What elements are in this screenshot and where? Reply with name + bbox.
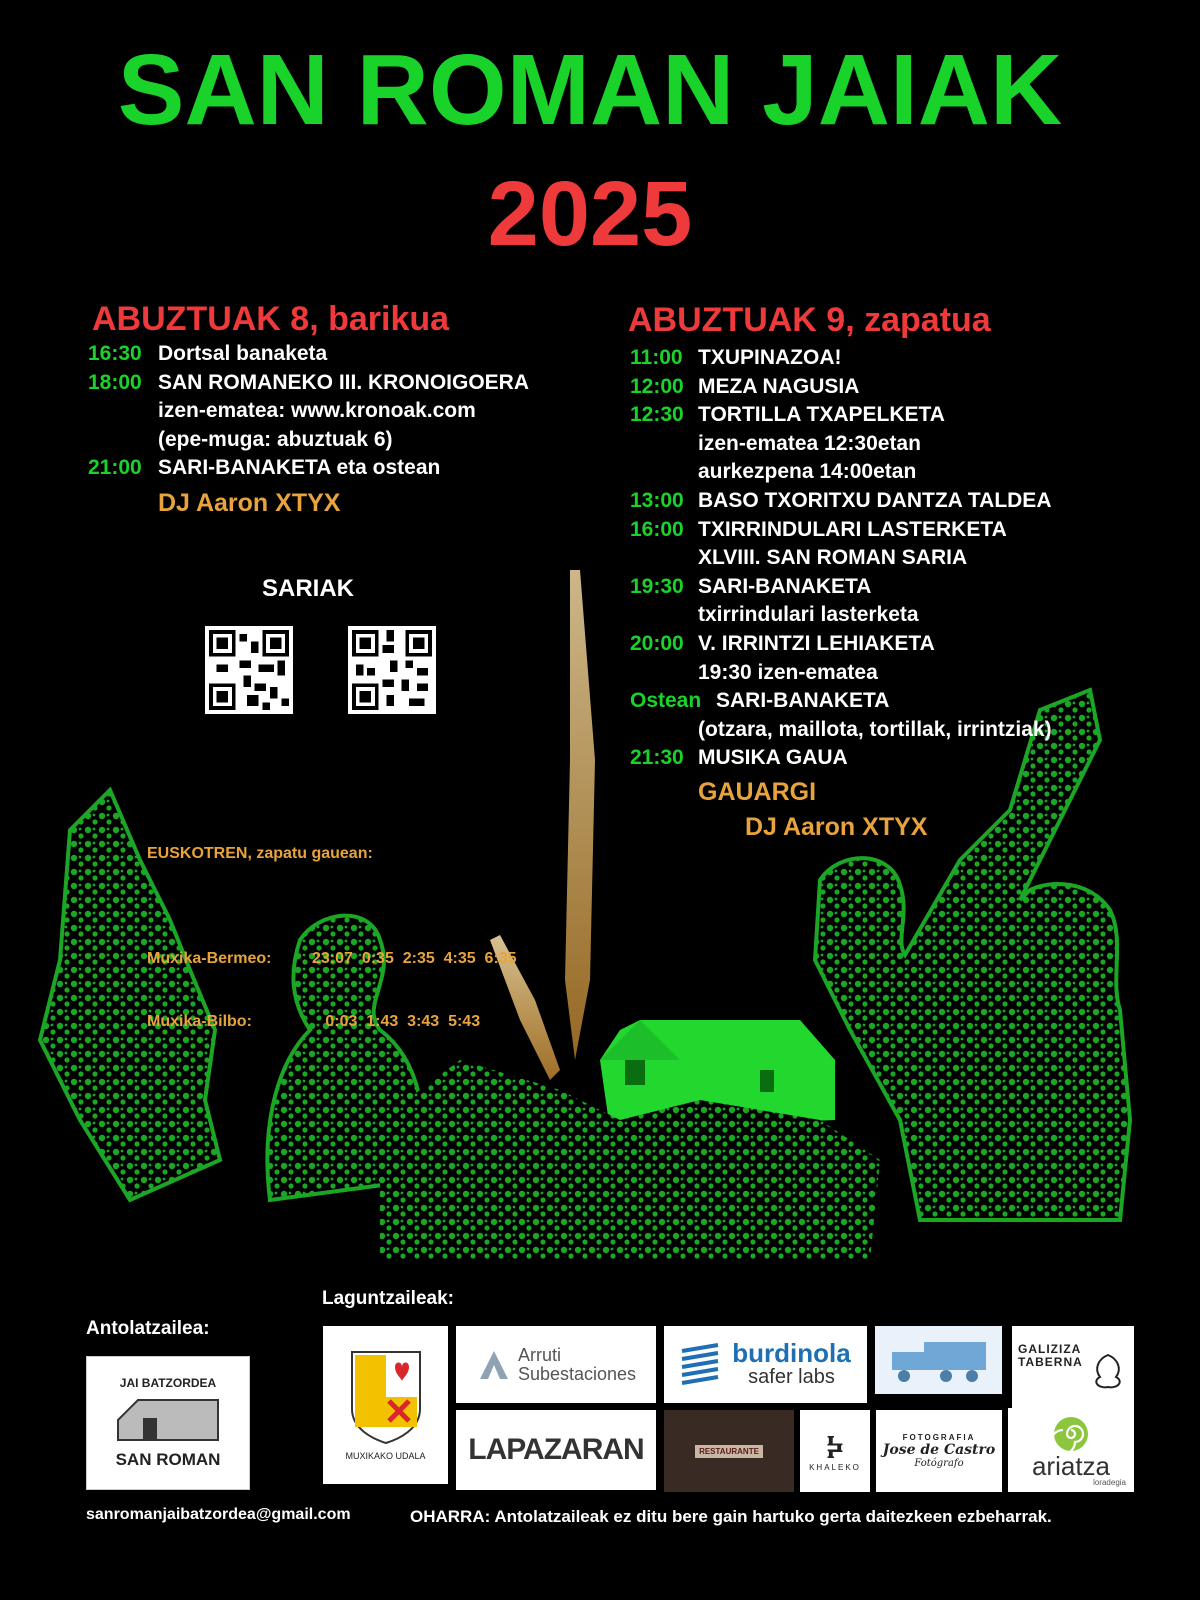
logo-muxikako-udala: [323, 1326, 448, 1484]
qr-code-icon: [352, 630, 432, 710]
event-text: MEZA NAGUSIA: [698, 374, 860, 398]
dj-name: DJ Aaron XTYX: [745, 812, 928, 841]
qr-code-2[interactable]: [348, 626, 436, 714]
galiziza-name: GALIZIZA: [1018, 1342, 1082, 1356]
disclaimer-note: OHARRA: Antolatzaileak ez ditu bere gain hartuko gerta daitezkeen ezbeharrak.: [410, 1507, 1052, 1526]
supporters-title: Laguntzaileak:: [322, 1288, 454, 1309]
event-text: SARI-BANAKETA: [698, 574, 872, 598]
logo-restaurant-etxeko: [664, 1410, 794, 1492]
event-row: [630, 630, 1052, 659]
lapazaran-name: LAPAZARAN: [468, 1433, 644, 1466]
event-time: 19:30: [630, 574, 684, 598]
qr-code-icon: [209, 630, 289, 710]
spiral-logo-icon: [1051, 1414, 1091, 1454]
arruti-name: Arruti: [517, 1344, 561, 1365]
event-row: [88, 454, 529, 483]
event-row: [630, 344, 1052, 373]
event-row: [88, 340, 529, 369]
event-text: TORTILLA TXAPELKETA: [698, 403, 945, 427]
day8-heading: ABUZTUAK 8, barikua: [92, 300, 450, 338]
event-text: V. IRRINTZI LEHIAKETA: [698, 631, 935, 655]
burdinola-subtitle: safer labs: [748, 1365, 835, 1388]
oak-leaf-icon: [1088, 1351, 1128, 1391]
loradegia-label: loradegia: [1093, 1477, 1126, 1487]
event-row: [630, 373, 1052, 402]
burdinola-name: burdinola: [732, 1337, 851, 1368]
train-route: [147, 948, 517, 969]
event-time: 21:00: [88, 456, 142, 480]
event-time: 20:00: [630, 631, 684, 655]
khaleko-name: KHALEKO: [809, 1463, 861, 1472]
event-row: [630, 744, 1052, 773]
logo-truck-company: [875, 1326, 1002, 1394]
truck-icon: [884, 1334, 994, 1386]
event-detail: 19:30 izen-ematea: [698, 660, 878, 684]
fotografo-label: Fotógrafo: [914, 1458, 964, 1469]
firework-trail-vertical: [565, 570, 595, 1060]
event-time: 16:30: [88, 342, 142, 365]
route-label: Muxika-Bilbo:: [147, 1013, 252, 1030]
logo-khaleko: [800, 1410, 870, 1492]
event-detail: izen-ematea 12:30etan: [698, 431, 921, 455]
event-text: MUSIKA GAUA: [698, 746, 848, 770]
route-times: 23:07 0:35 2:35 4:35 6:35: [312, 950, 517, 967]
day9-heading: ABUZTUAK 9, zapatua: [628, 301, 991, 339]
dj-name: DJ Aaron XTYX: [158, 488, 341, 517]
logo-ariatza: [1008, 1408, 1134, 1492]
ariatza-name: ariatza: [1031, 1450, 1111, 1481]
arruti-logo-icon: [476, 1347, 512, 1383]
event-text: Dortsal banaketa: [158, 342, 328, 365]
organizer-logo: [86, 1356, 250, 1490]
event-detail: aurkezpena 14:00etan: [698, 460, 917, 484]
day8-schedule: [88, 340, 529, 523]
logo-lapazaran: [456, 1410, 656, 1490]
event-row: [630, 687, 1052, 716]
logo-jose-de-castro: [876, 1410, 1002, 1492]
event-detail: (epe-muga: abuztuak 6): [158, 427, 393, 451]
prizes-title: SARIAK: [262, 575, 355, 602]
chapel-sketch-icon: [108, 1390, 228, 1450]
khaleko-mark-icon: Ⰽ: [826, 1430, 844, 1461]
galiziza-subtitle: TABERNA: [1018, 1355, 1083, 1369]
fotografia-label: FOTOGRAFIA: [902, 1433, 976, 1442]
jose-castro-name: Jose de Castro: [882, 1442, 996, 1458]
event-time: Ostean: [630, 689, 702, 713]
arruti-subtitle: Subestaciones: [517, 1363, 637, 1384]
event-time: 12:00: [630, 374, 684, 398]
event-detail: izen-ematea: www.kronoak.com: [158, 399, 476, 423]
event-time: 13:00: [630, 488, 684, 512]
train-heading: EUSKOTREN, zapatu gauean:: [147, 845, 373, 862]
organizer-title: Antolatzailea:: [86, 1318, 210, 1339]
event-detail: (otzara, maillota, tortillak, irrintziak): [698, 717, 1052, 741]
event-row: [88, 369, 529, 398]
poster-year: 2025: [487, 163, 693, 265]
restaurant-label: RESTAURANTE: [695, 1445, 763, 1458]
train-route: [147, 1011, 517, 1032]
event-text: SARI-BANAKETA eta ostean: [158, 456, 441, 480]
organizer-logo-bottom: SAN ROMAN: [115, 1450, 221, 1469]
event-text: SARI-BANAKETA: [716, 689, 890, 713]
contact-email[interactable]: sanromanjaibatzordea@gmail.com: [86, 1506, 351, 1523]
event-time: 11:00: [630, 346, 683, 369]
event-row: [630, 573, 1052, 602]
logo-galiziza-taberna: [1012, 1326, 1134, 1408]
event-text: SAN ROMANEKO III. KRONOIGOERA: [158, 370, 530, 394]
event-row: [630, 516, 1052, 545]
event-detail: txirrindulari lasterketa: [698, 603, 919, 627]
burdinola-logo-icon: [680, 1343, 720, 1387]
event-text: BASO TXORITXU DANTZA TALDEA: [698, 488, 1052, 512]
train-schedule: [147, 801, 517, 1095]
event-time: 18:00: [88, 370, 142, 394]
event-time: 12:30: [630, 403, 684, 427]
logo-burdinola: [664, 1326, 867, 1403]
gauargi-label: GAUARGI: [698, 777, 817, 806]
route-times: 0:03 1:43 3:43 5:43: [312, 1013, 481, 1030]
coat-of-arms-icon: [349, 1349, 423, 1445]
poster-title: SAN ROMAN JAIAK: [117, 34, 1063, 146]
muxika-label: MUXIKAKO UDALA: [345, 1451, 426, 1461]
event-row: [630, 487, 1052, 516]
event-row: [630, 401, 1052, 430]
logo-arruti: [456, 1326, 656, 1403]
event-detail: XLVIII. SAN ROMAN SARIA: [698, 546, 968, 570]
event-time: 16:00: [630, 517, 684, 541]
event-time: 21:30: [630, 746, 684, 770]
organizer-logo-top: JAI BATZORDEA: [119, 1376, 217, 1390]
day9-schedule: [630, 344, 1052, 843]
event-text: TXIRRINDULARI LASTERKETA: [698, 517, 1007, 541]
route-label: Muxika-Bermeo:: [147, 950, 272, 967]
event-text: TXUPINAZOA!: [698, 346, 842, 369]
qr-code-1[interactable]: [205, 626, 293, 714]
